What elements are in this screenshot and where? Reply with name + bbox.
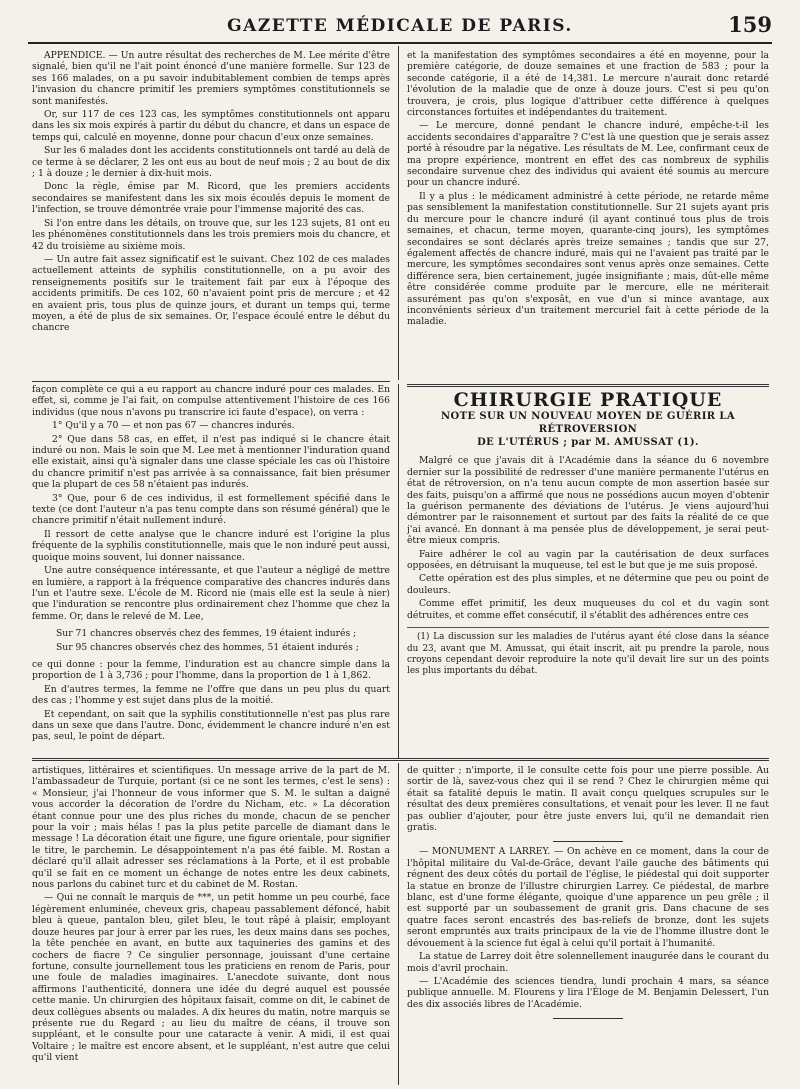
paragraph: — MONUMENT A LARREY. — On achève en ce moment, dans la cour de l'hôpital militaire du Val-de-Grâce, devant l'aile gauche des bâtiments qui régnent des deux côtés du portail de l'église, le piédestal qui doit supporter la statue en bronze de l'illustre chirurgien Larrey. Ce piédestal, de marbre blanc, est d'une forme élégante, quoique d'une apparence un peu grêle ; il est supporté par un soubassement de granit gris. Dans chacune de ses quatre faces seront encastrés des bas-reliefs de bronze, dont les sujets seront empruntés aux traits principaux de la vie de l'homme illustre dont le dévouement à la science fut égal à celui qu'il portait à l'humanité. bbox=[407, 846, 769, 949]
paragraph: ce qui donne : pour la femme, l'induration est au chancre simple dans la proportion de 1 à 3,736 ; pour l'homme, dans la proportion de 1 à 1,862. bbox=[32, 658, 390, 682]
paragraph: Une autre conséquence intéressante, et que l'auteur a négligé de mettre en lumière, a rapport à la fréquence comparative des chancres indurés dans l'un et l'autre sexe. L'école de M. Ricord nie (mais elle est la seule à nier) que l'induration se rencontre plus ordinairement chez l'homme que chez la femme. Or, dans le relevé de M. Lee, bbox=[32, 565, 390, 622]
paragraph: Et cependant, on sait que la syphilis constitutionnelle n'est pas plus rare dans un sexe que dans l'autre. Donc, évidemment le chancre induré n'en est pas, seul, le point de départ. bbox=[32, 708, 390, 743]
paragraph: APPENDICE. — Un autre résultat des recherches de M. Lee mérite d'être signalé, bien qu'il ne l'ait point énoncé d'une manière formelle. Sur 123 de ses 166 malades, on a pu savoir indubitablement combien de temps après l'invasion du chancre primitif les premiers symptômes constitutionnels se sont manifestés. bbox=[32, 50, 390, 107]
column-5 bbox=[32, 765, 390, 1083]
column-divider-top bbox=[398, 46, 399, 380]
paragraph: et la manifestation des symptômes secondaires a été en moyenne, pour la première catégorie, de douze semaines et une fraction de 583 ; pour la seconde catégorie, il a été de 14,381. Le mercure n'aurait donc retardé l'évolution de la maladie que de onze à douze jours. C'est si peu qu'on trouvera, je crois, plus logique d'attribuer cette différence à quelques circonstances fortuites et indépendantes du traitement. bbox=[407, 50, 769, 119]
paragraph: de quitter ; n'importe, il le consulte cette fois pour une pierre possible. Au sortir de là, savez-vous chez qui il se rend ? Chez le chirurgien même qui était sa fatalité depuis le matin. Il avait conçu quelques scrupules sur le résultat des deux premières consultations, et venait pour les lever. Il ne faut pas oublier d'ajouter, pour être juste envers lui, qu'il ne demandait rien gratis. bbox=[407, 765, 769, 834]
numbered-list bbox=[32, 420, 390, 527]
list-item: 3° Que, pour 6 de ces individus, il est formellement spécifié dans le texte (ce dont l'auteur n'a pas tenu compte dans son résumé général) que le chancre primitif n'était nullement induré. bbox=[32, 492, 390, 527]
column-divider-bottom bbox=[398, 763, 399, 1085]
paragraph: façon complète ce qui a eu rapport au chancre induré pour ces malades. En effet, si, comme je l'ai fait, on compulse attentivement l'histoire de ces 166 individus (que nous n'avons pu transcrire ici faute d'espace), on verra : bbox=[32, 384, 390, 418]
header-rule bbox=[28, 42, 772, 44]
list-item: 1° Qu'il y a 70 — et non pas 67 — chancres indurés. bbox=[52, 420, 295, 432]
statistic-line: Sur 95 chancres observés chez des hommes, 51 étaient indurés ; bbox=[56, 641, 359, 653]
feuilleton-rule bbox=[32, 758, 769, 761]
paragraph: — L'Académie des sciences tiendra, lundi prochain 4 mars, sa séance publique annuelle. M. Flourens y lira l'Éloge de M. Benjamin Delessert, l'un des dix associés libres de l'Académie. bbox=[407, 975, 769, 1010]
paragraph: En d'autres termes, la femme ne l'offre que dans un peu plus du quart des cas ; l'homme y est sujet dans plus de la moitié. bbox=[32, 683, 390, 707]
footnote-text: (1) La discussion sur les maladies de l'utérus ayant été close dans la séance du 23, avant que M. Amussat, qui était inscrit, ait pu prendre la parole, nous croyons cependant devoir reproduire la note qu'il devait lire sur un des points les plus importants du débat. bbox=[407, 632, 769, 677]
article-title bbox=[407, 410, 769, 449]
journal-title: GAZETTE MÉDICALE DE PARIS. bbox=[227, 16, 573, 36]
paragraph: Malgré ce que j'avais dit à l'Académie dans la séance du 6 novembre dernier sur la possibilité de redresser d'une manière permanente l'utérus en état de rétroversion, on n'a tenu aucun compte de mon assertion basée sur des faits, puisqu'on a affirmé que nous ne possédions aucun moyen d'obtenir la guérison permanente des déviations de l'utérus. Je viens aujourd'hui démontrer par le raisonnement et surtout par des faits la réalité de ce que j'ai avancé. En donnant à ma pensée plus de développement, je serai peut-être mieux compris. bbox=[407, 455, 769, 547]
paragraph: Il y a plus : le médicament administré à cette période, ne retarde même pas sensiblement la manifestation constitutionnelle. Sur 21 sujets ayant pris du mercure pour le chancre induré (il ayant continué tous plus de trois semaines, et chacun, terme moyen, quarante-cinq jours), les symptômes secondaires se sont déclarés après treize semaines ; tandis que sur 27, également affectés de chancre induré, mais qui ne l'avaient pas traité par le mercure, les symptômes secondaires sont venus après onze semaines. Cette différence sera, bien certainement, jugée insignifiante ; mais, dût-elle même être considérée comme produite par le mercure, elle ne mériterait assurément pas qu'on s'exposât, en vue d'un si mince avantage, aux inconvénients sérieux d'un traitement mercuriel fait à cette période de la maladie. bbox=[407, 190, 769, 328]
end-rule bbox=[553, 1018, 623, 1019]
column-3 bbox=[32, 384, 390, 756]
paragraph: Il ressort de cette analyse que le chancre induré est l'origine la plus fréquente de la syphilis constitutionnelle, mais que le non induré peut aussi, quoique moins souvent, lui donner naissance. bbox=[32, 528, 390, 563]
paragraph: La statue de Larrey doit être solennellement inaugurée dans le courant du mois d'avril prochain. bbox=[407, 951, 769, 974]
footnote bbox=[407, 627, 769, 678]
column-6 bbox=[407, 765, 769, 1083]
article-title-line: DE L'UTÉRUS ; par M. AMUSSAT (1). bbox=[477, 437, 699, 449]
section-title: CHIRURGIE PRATIQUE bbox=[453, 389, 723, 411]
paragraph: Donc la règle, émise par M. Ricord, que les premiers accidents secondaires se manifestent dans les six mois écoulés depuis le moment de l'infection, se trouve démontrée vraie pour l'immense majorité des cas. bbox=[32, 181, 390, 216]
section-top-rule bbox=[407, 384, 769, 387]
column-4 bbox=[407, 384, 769, 756]
section-rule-left bbox=[32, 381, 390, 382]
column-1 bbox=[32, 50, 390, 378]
article-title-line: NOTE SUR UN NOUVEAU MOYEN DE GUÉRIR LA RÉTROVERSION bbox=[441, 411, 735, 436]
column-divider-middle bbox=[398, 384, 399, 758]
paragraph: artistiques, littéraires et scientifiques. Un message arrive de la part de M. l'ambassadeur de Turquie, portant (si ce ne sont les termes, c'est le sens) : « Monsieur, j'ai l'honneur de vous informer que S. M. le sultan a daigné vous accorder la décoration de l'ordre du Nicham, etc. » La décoration étant connue pour une des plus riches du monde, chacun de se pencher pour la voir ; mais hélas ! pas la plus petite parcelle de diamant dans le message ! La décoration était une figure, une figure orientale, pour signifier le titre, le parchemin. Le désappointement n'a pas été faible. M. Rostan a déclaré qu'il allait adresser ses réclamations à la Porte, et il est probable qu'il se fait en ce moment un échange de notes entre les deux cabinets, nous parlons du cabinet turc et du cabinet de M. Rostan. bbox=[32, 765, 390, 891]
paragraph: Cette opération est des plus simples, et ne détermine que peu ou point de douleurs. bbox=[407, 573, 769, 596]
paragraph: Or, sur 117 de ces 123 cas, les symptômes constitutionnels ont apparu dans les six mois expirés à partir du début du chancre, et dans un espace de temps qui, calculé en moyenne, donne pour chacun d'eux onze semaines. bbox=[32, 109, 390, 143]
paragraph: — Le mercure, donné pendant le chancre induré, empêche-t-il les accidents secondaires d'apparaître ? C'est là une question que je serais assez porté à résoudre par la négative. Les résultats de M. Lee, confirmant ceux de ma propre expérience, montrent en effet des cas nombreux de syphilis secondaire survenue chez des individus qui avaient été soumis au mercure pour un chancre induré. bbox=[407, 120, 769, 189]
paragraph: Faire adhérer le col au vagin par la cautérisation de deux surfaces opposées, en détruisant la muqueuse, tel est le but que je me suis proposé. bbox=[407, 548, 769, 572]
list-item: 2° Que dans 58 cas, en effet, il n'est pas indiqué si le chancre était induré ou non. Mais le soin que M. Lee met à mentionner l'induration quand elle existait, ainsi qu'à signaler dans une classe spéciale les cas où l'histoire du chancre primitif n'est pas arrivée à sa connaissance, fait bien présumer que la plupart de ces 58 n'étaient pas indurés. bbox=[32, 433, 390, 491]
paragraph: Comme effet primitif, les deux muqueuses du col et du vagin sont détruites, et comme effet consécutif, il s'établit des adhérences entre ces bbox=[407, 598, 769, 621]
paragraph: — Qui ne connaît le marquis de ***, un petit homme un peu courbé, face légèrement enluminée, cheveux gris, chapeau passablement défoncé, habit bleu à queue, pantalon bleu, gilet bleu, le tout râpé à plaisir, employant douze heures par jour à errer par les rues, les deux mains dans ses poches, la tête penchée en avant, en butte aux taquineries des gamins et des cochers de fiacre ? Ce singulier personnage, jouissant d'une certaine fortune, consulte journellement tous les praticiens en renom de Paris, pour une foule de maladies imaginaires. L'anecdote suivante, dont nous affirmons l'authenticité, donnera une idée du degré auquel est poussée cette manie. Un chirurgien des hôpitaux faisait, comme on dit, le cabinet de deux collègues absents ou malades. A dix heures du matin, notre marquis se présente rue du Regard ; au lieu du maître de céans, il trouve son suppléant, et le consulte pour une cataracte à venir. A midi, il est quai Voltaire ; le maître est encore absent, et le suppléant, n'est autre que celui qu'il vient bbox=[32, 892, 390, 1064]
page-header bbox=[28, 10, 772, 40]
paragraph: — Un autre fait assez significatif est le suivant. Chez 102 de ces malades actuellement atteints de syphilis constitutionnelle, on a pu avoir des renseignements positifs sur le traitement fait par eux à l'époque des accidents primitifs. De ces 102, 60 n'avaient point pris de mercure ; et 42 en avaient pris, tous plus de quinze jours, et durant un temps qui, terme moyen, a été de plus de six semaines. Or, l'espace écoulé entre le début du chancre bbox=[32, 253, 390, 334]
column-2 bbox=[407, 50, 769, 380]
page-number: 159 bbox=[728, 12, 772, 37]
paragraph: Si l'on entre dans les détails, on trouve que, sur les 123 sujets, 81 ont eu les phénomènes constitutionnels dans les trois premiers mois du chancre, et 42 du troisième au sixième mois. bbox=[32, 217, 390, 252]
paragraph: Sur les 6 malades dont les accidents constitutionnels ont tardé au delà de ce terme à se déclarer, 2 les ont eus au bout de neuf mois ; 2 au bout de dix ; 1 à douze ; le dernier à dix-huit mois. bbox=[32, 145, 390, 180]
statistic-line: Sur 71 chancres observés chez des femmes, 19 étaient indurés ; bbox=[56, 628, 357, 640]
